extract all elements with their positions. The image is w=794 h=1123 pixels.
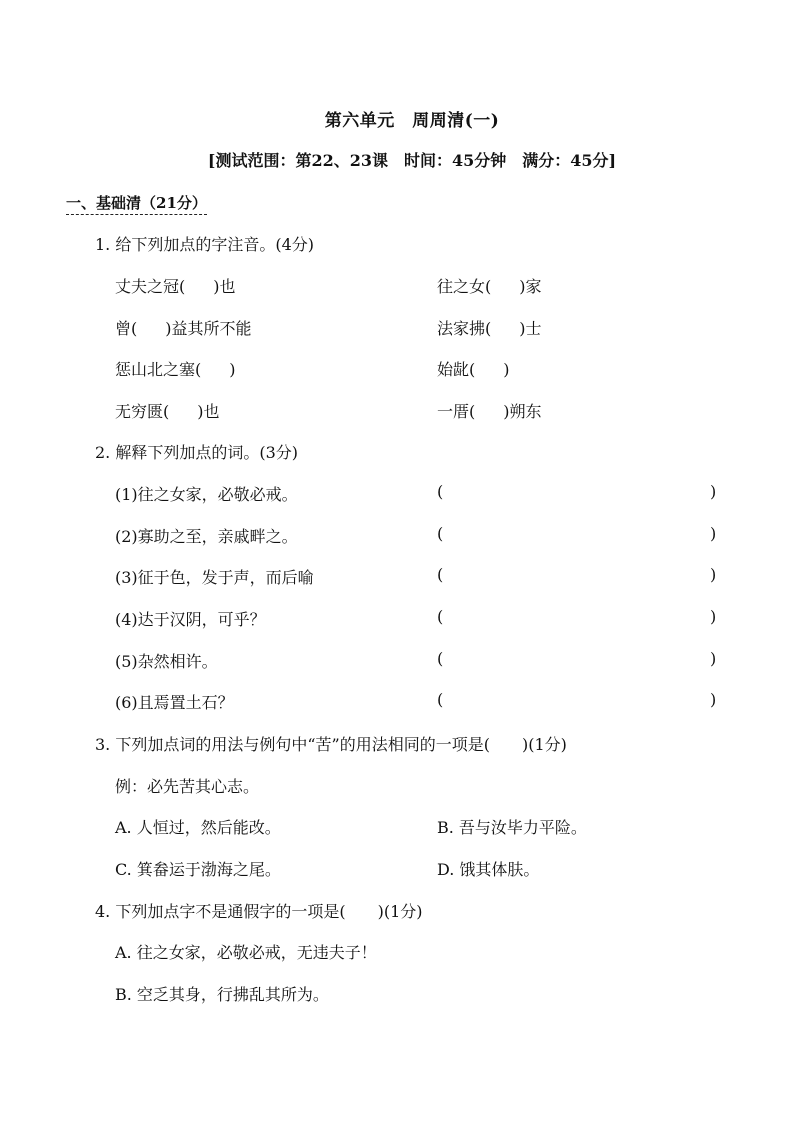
- q2-answer-close-5: ): [710, 649, 717, 668]
- q2-answer-close-1: ): [710, 482, 717, 501]
- q1-item-3: 曾( )益其所不能: [115, 319, 252, 338]
- q2-answer-open-5: (: [437, 649, 444, 668]
- q2-item-1: (1)往之女家，必敬必戒。: [115, 485, 298, 504]
- q2-answer-close-3: ): [710, 565, 717, 584]
- q2-answer-close-2: ): [710, 524, 717, 543]
- q1-item-7: 无穷匮( )也: [115, 402, 220, 421]
- q1-item-6: 始龀( ): [437, 360, 510, 379]
- q4-option-b: B. 空乏其身，行拂乱其所为。: [115, 985, 329, 1004]
- q2-item-6: (6)且焉置土石？: [115, 693, 234, 712]
- page-title: 第六单元 周周清(一): [324, 111, 500, 131]
- question-2-prompt: 2. 解释下列加点的词。(3分): [95, 443, 299, 462]
- q2-item-2: (2)寡助之至，亲戚畔之。: [115, 527, 298, 546]
- q2-answer-close-6: ): [710, 690, 717, 709]
- question-4-prompt: 4. 下列加点字不是通假字的一项是( )(1分): [95, 902, 423, 921]
- q2-answer-close-4: ): [710, 607, 717, 626]
- question-3-prompt: 3. 下列加点词的用法与例句中“苦”的用法相同的一项是( )(1分): [95, 735, 567, 754]
- q3-example: 例：必先苦其心志。: [115, 777, 260, 796]
- q2-item-3: (3)征于色，发于声，而后喻: [115, 568, 314, 587]
- q2-answer-open-4: (: [437, 607, 444, 626]
- q2-answer-open-2: (: [437, 524, 444, 543]
- q1-item-8: 一厝( )朔东: [437, 402, 542, 421]
- q4-option-a: A. 往之女家，必敬必戒，无违夫子！: [115, 943, 377, 962]
- section-heading-basics: 一、基础清（21分）: [66, 192, 207, 215]
- q3-option-a: A. 人恒过，然后能改。: [115, 818, 281, 837]
- q1-item-2: 往之女( )家: [437, 277, 542, 296]
- q3-option-c: C. 箕畚运于渤海之尾。: [115, 860, 281, 879]
- q2-item-4: (4)达于汉阴，可乎？: [115, 610, 266, 629]
- q2-item-5: (5)杂然相许。: [115, 652, 218, 671]
- q2-answer-open-6: (: [437, 690, 444, 709]
- q3-option-d: D. 饿其体肤。: [437, 860, 540, 879]
- q1-item-4: 法家拂( )士: [437, 319, 542, 338]
- q2-answer-open-1: (: [437, 482, 444, 501]
- q1-item-5: 惩山北之塞( ): [115, 360, 236, 379]
- q2-answer-open-3: (: [437, 565, 444, 584]
- q1-item-1: 丈夫之冠( )也: [115, 277, 236, 296]
- q3-option-b: B. 吾与汝毕力平险。: [437, 818, 587, 837]
- question-1-prompt: 1. 给下列加点的字注音。(4分): [95, 235, 315, 254]
- test-scope-subtitle: [测试范围：第22、23课 时间：45分钟 满分：45分]: [207, 151, 617, 170]
